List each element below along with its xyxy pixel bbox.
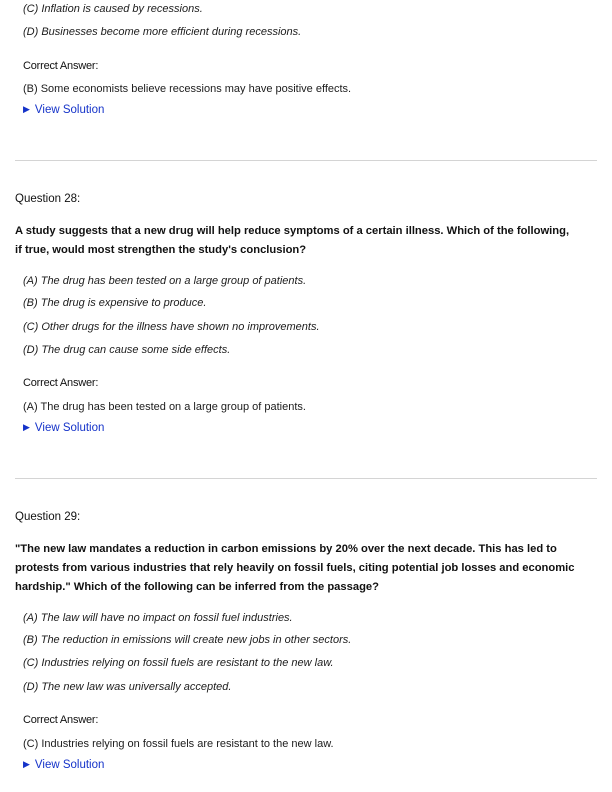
- view-solution-link[interactable]: [23, 759, 104, 771]
- option-b: (B) The drug is expensive to produce.: [23, 297, 207, 309]
- question-text: A study suggests that a new drug will help reduce symptoms of a certain illness. Which of the following, if true, would most strengthen the study's conclusion?: [15, 225, 570, 256]
- view-solution-link[interactable]: [23, 104, 104, 116]
- view-solution-link[interactable]: [23, 422, 104, 434]
- option-b: (B) The reduction in emissions will create new jobs in other sectors.: [23, 634, 352, 646]
- play-triangle-icon: ▶: [23, 104, 30, 114]
- option-c: (C) Industries relying on fossil fuels are resistant to the new law.: [23, 657, 334, 669]
- question-text: "The new law mandates a reduction in carbon emissions by 20% over the next decade. This has led to protests from various industries that rely heavily on fossil fuels, citing potential job losses and economic hardship." Which of the following can be inferred from the passage?: [15, 543, 575, 593]
- option-a: (A) The drug has been tested on a large group of patients.: [23, 275, 307, 287]
- option-d: (D) The drug can cause some side effects.: [23, 344, 231, 356]
- option-a: (A) The law will have no impact on fossil fuel industries.: [23, 612, 293, 624]
- divider: [15, 478, 597, 479]
- question-title: Question 29:: [15, 511, 81, 523]
- correct-answer-text: (B) Some economists believe recessions may have positive effects.: [23, 83, 352, 95]
- divider: [15, 160, 597, 161]
- option-d: (D) Businesses become more efficient during recessions.: [23, 26, 302, 38]
- play-triangle-icon: ▶: [23, 759, 30, 769]
- correct-answer-text: (C) Industries relying on fossil fuels are resistant to the new law.: [23, 738, 334, 750]
- correct-answer-label: Correct Answer:: [23, 60, 99, 72]
- correct-answer-label: Correct Answer:: [23, 377, 99, 389]
- view-solution-label: View Solution: [34, 422, 105, 434]
- correct-answer-text: (A) The drug has been tested on a large group of patients.: [23, 401, 306, 413]
- option-d: (D) The new law was universally accepted.: [23, 681, 232, 693]
- question-title: Question 28:: [15, 193, 81, 205]
- option-c: (C) Inflation is caused by recessions.: [23, 3, 203, 15]
- view-solution-label: View Solution: [34, 104, 105, 116]
- option-c: (C) Other drugs for the illness have shown no improvements.: [23, 321, 320, 333]
- play-triangle-icon: ▶: [23, 422, 30, 432]
- view-solution-label: View Solution: [34, 759, 105, 771]
- correct-answer-label: Correct Answer:: [23, 714, 99, 726]
